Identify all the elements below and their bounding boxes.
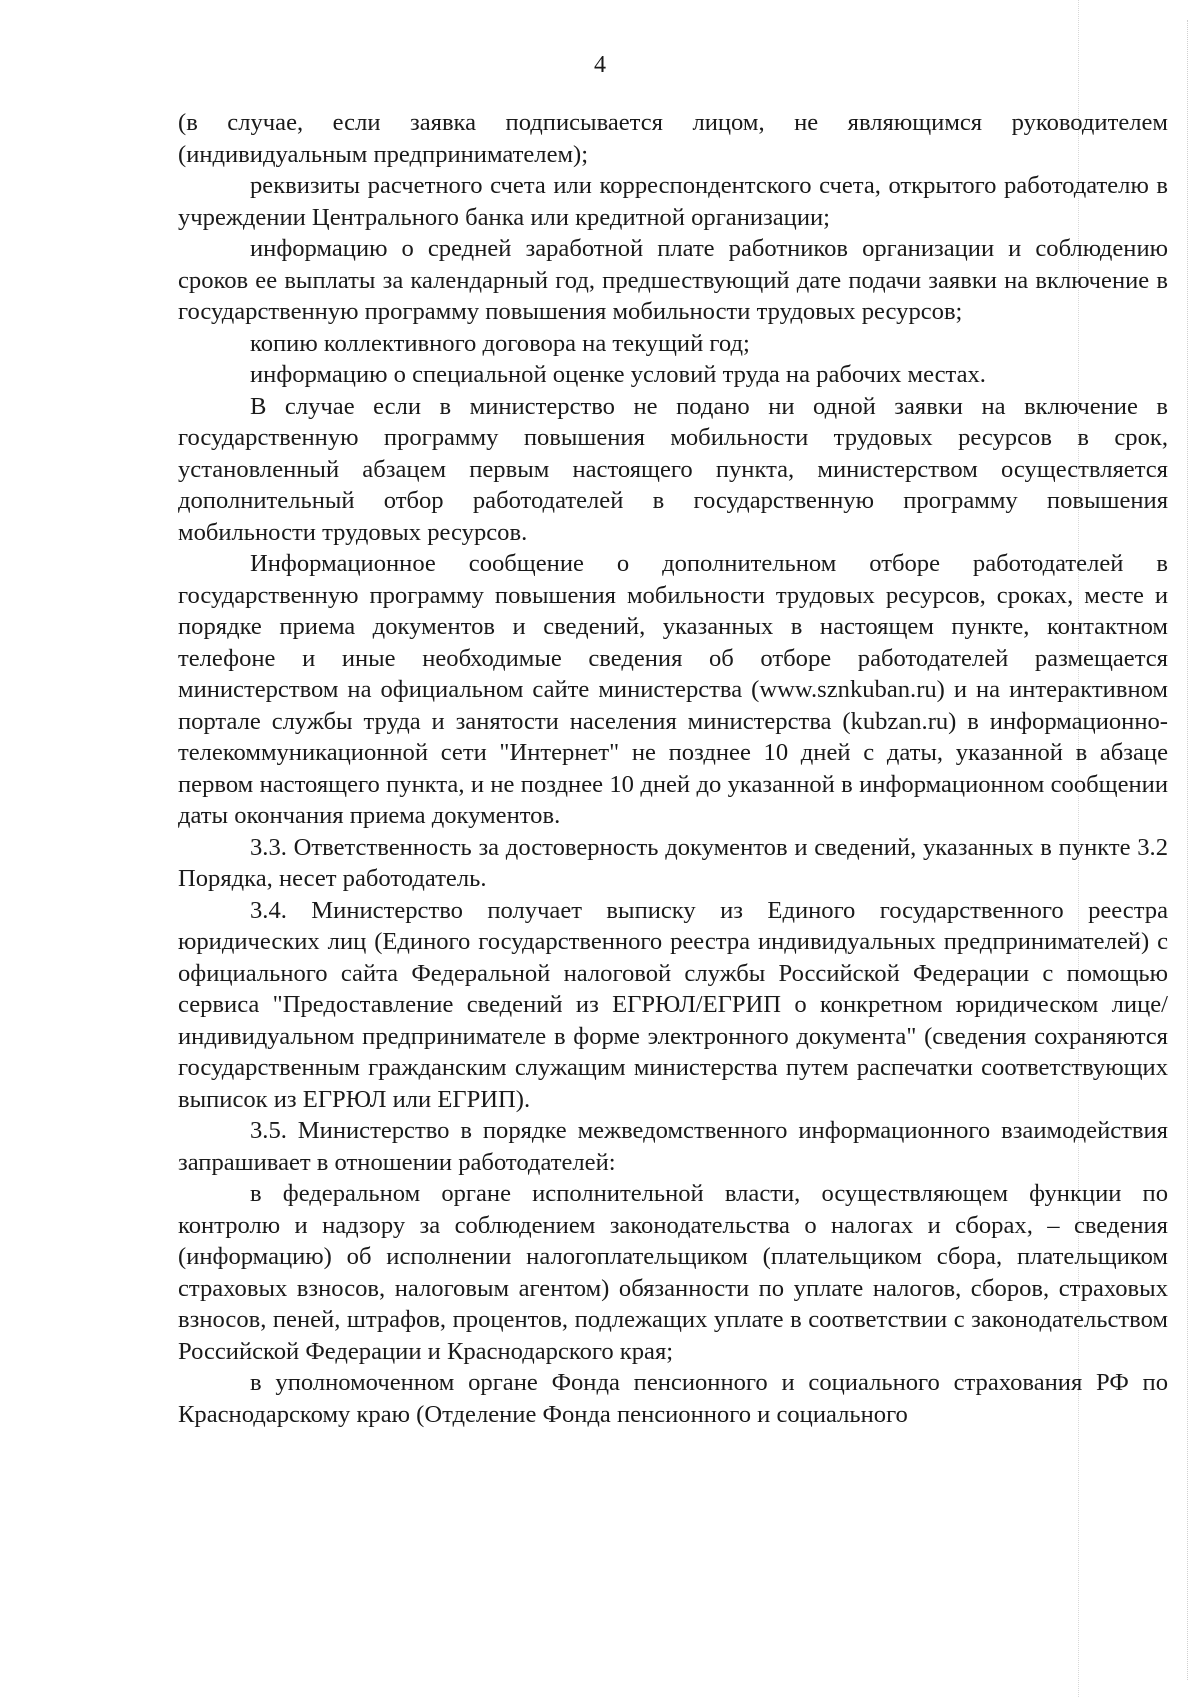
paragraph: 3.4. Министерство получает выписку из Единого государственного реестра юридических лиц (Единого государственного реестра индивидуальных предпринимателей) с официального сайта Федеральной налоговой службы Российской Федерации с помощью сервиса "Предоставление сведений из ЕГРЮЛ/ЕГРИП о конкретном юридическом лице/индивидуальном предпринимателе в форме электронного документа" (сведения сохраняются государственным гражданским служащим министерства путем распечатки соответствующих выписок из ЕГРЮЛ или ЕГРИП). [178, 896, 1168, 1113]
paragraph: в уполномоченном органе Фонда пенсионного и социального страхования РФ по Краснодарскому краю (Отделение Фонда пенсионного и социального [178, 1369, 1168, 1428]
paragraph: (в случае, если заявка подписывается лицом, не являющимся руководителем (индивидуальным предпринимателем); [178, 109, 1168, 168]
paragraph: информацию о специальной оценке условий труда на рабочих местах. [250, 361, 986, 388]
paragraph: копию коллективного договора на текущий год; [250, 329, 750, 357]
paragraph: Информационное сообщение о дополнительном отборе работодателей в государственную программу повышения мобильности трудовых ресурсов, сроках, месте и порядке приема документов и сведений, указанных в настоящем пункте, контактном телефоне и иные необходимые сведения об отборе работодателей размещается министерством на официальном сайте министерства (www.sznkuban.ru) и на интерактивном портале службы труда и занятости населения министерства (kubzan.ru) в информационно-телекоммуникационной сети "Интернет" не позднее 10 дней с даты, указанной в абзаце первом настоящего пункта, и не позднее 10 дней до указанной в информационном сообщении даты окончания приема документов. [178, 550, 1168, 829]
page-number: 4 [594, 52, 606, 78]
paragraph: В случае если в министерство не подано ни одной заявки на включение в государственную программу повышения мобильности трудовых ресурсов в срок, установленный абзацем первым настоящего пункта, министерством осуществляется дополнительный отбор работодателей в государственную программу повышения мобильности трудовых ресурсов. [178, 392, 1168, 546]
paragraph: 3.3. Ответственность за достоверность документов и сведений, указанных в пункте 3.2 Порядка, несет работодатель. [178, 833, 1168, 892]
paragraph: информацию о средней заработной плате работников организации и соблюдению сроков ее выплаты за календарный год, предшествующий дате подачи заявки на включение в государственную программу повышения мобильности трудовых ресурсов; [178, 235, 1168, 325]
paragraph: 3.5. Министерство в порядке межведомственного информационного взаимодействия запрашивает в отношении работодателей: [178, 1117, 1168, 1176]
scan-edge-line [1187, 20, 1188, 1680]
paragraph: в федеральном органе исполнительной власти, осуществляющем функции по контролю и надзору за соблюдением законодательства о налогах и сборах, – сведения (информацию) об исполнении налогоплательщиком (плательщиком сбора, плательщиком страховых взносов, налоговым агентом) обязанности по уплате налогов, сборов, страховых взносов, пеней, штрафов, процентов, подлежащих уплате в соответствии с законодательством Российской Федерации и Краснодарского края; [178, 1180, 1168, 1365]
paragraph: реквизиты расчетного счета или корреспондентского счета, открытого работодателю в учреждении Центрального банка или кредитной организации; [178, 172, 1168, 231]
document-body [178, 107, 1168, 1430]
